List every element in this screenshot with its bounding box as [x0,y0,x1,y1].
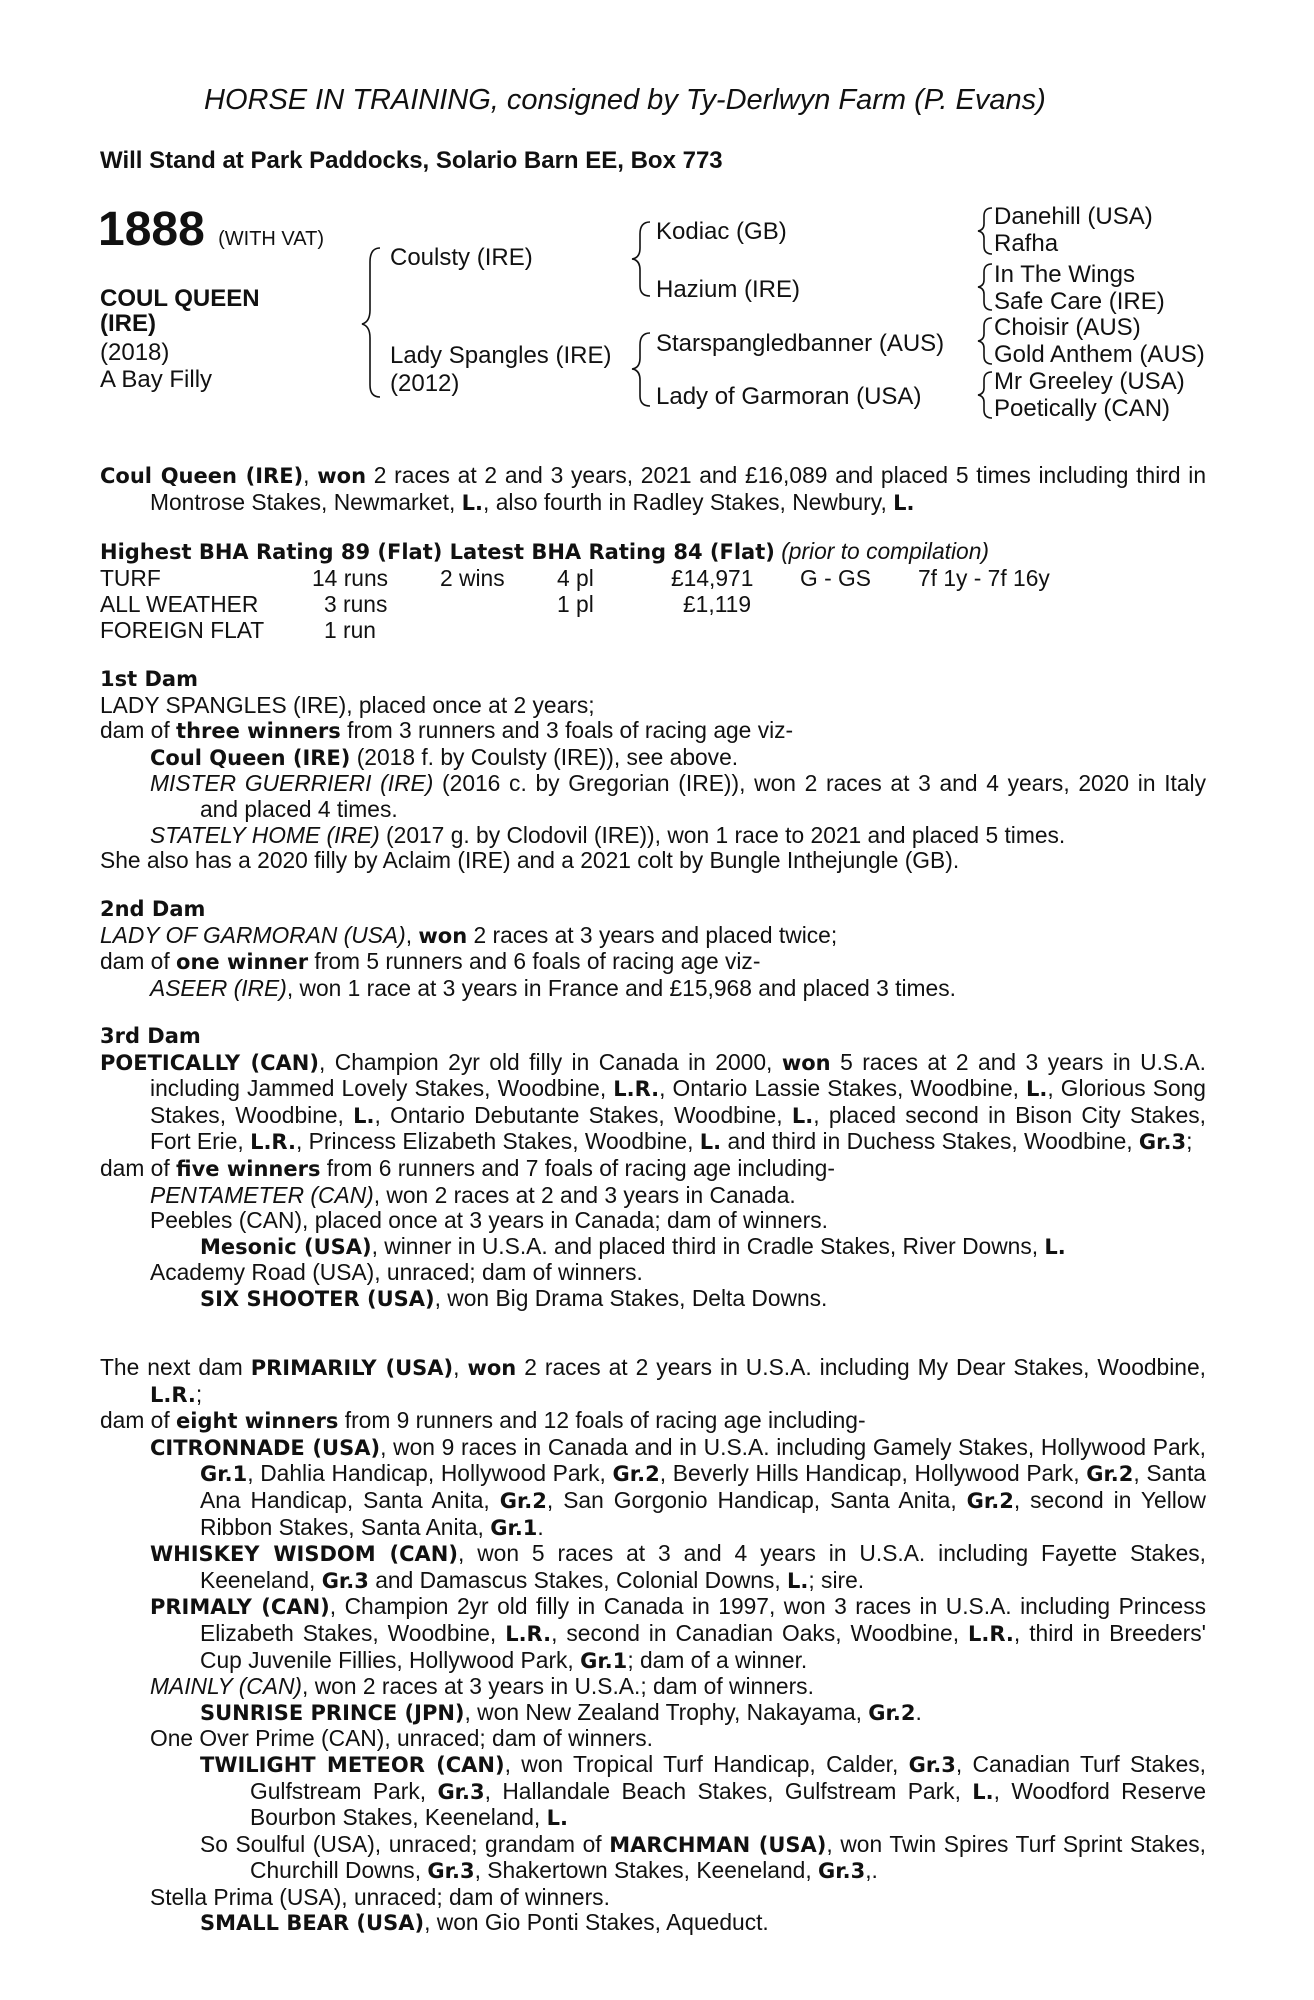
pedigree-sire: Coulsty (IRE) [390,244,533,271]
record-surface: TURF [100,564,161,591]
second-dam-section [100,897,1206,1001]
ratings-section [100,539,1206,644]
next-dam-section [100,1355,1206,1937]
summary-name: Coul Queen (IRE) [100,464,304,488]
record-wins: 2 wins [440,564,505,591]
record-distance: 7f 1y - 7f 16y [918,564,1050,591]
record-row [100,566,1206,592]
third-dam-heading: 3rd Dam [100,1024,201,1048]
first-dam-line: LADY SPANGLES (IRE), placed once at 2 years; [100,691,595,718]
first-dam-section [100,667,1206,874]
summary-l1: L. [461,490,484,515]
record-earnings: £14,971 [671,564,754,591]
summary-text1: 2 races at 2 and 3 years, 2021 and £16,089 and placed 5 times including third in Montrose Stakes, Newmarket, [150,462,1206,515]
horse-name-line1: COUL QUEEN [100,285,260,312]
pedigree-sire-sire: Kodiac (GB) [656,218,787,245]
race-summary: Coul Queen (IRE), won 2 races at 2 and 3 years, 2021 and £16,089 and placed 5 times including third in Montrose Stakes, Newmarket, L., also fourth in Radley Stakes, Newbury, L. [100,462,1206,515]
third-dam-produce: dam of five winners from 6 runners and 7 foals of racing age including- [100,1154,835,1181]
bracket-dd [978,372,992,418]
bracket-sire [632,222,650,296]
pedigree-dss: Choisir (AUS) [994,314,1141,341]
record-earnings: £1,119 [683,590,752,617]
third-dam-section [100,1024,1206,1313]
first-dam-produce: dam of three winners from 3 runners and 3 foals of racing age viz- [100,717,794,744]
next-dam-grandfoal: SMALL BEAR (USA), won Gio Ponti Stakes, Aqueduct. [200,1909,769,1936]
next-dam-foal: PRIMALY (CAN), Champion 2yr old filly in Canada in 1997, won 3 races in U.S.A. including Princess Elizabeth Stakes, Woodbine, L.R., second in Canadian Oaks, Woodbine, L.R., third in Breeders' Cup Juvenile Fillies, Hollywood Park, Gr.1; dam of a winner. [150,1593,1207,1673]
lot-number-value: 1888 [98,203,205,256]
bracket-ds [978,318,992,364]
second-dam-foal: ASEER (IRE), won 1 race at 3 years in France and £15,968 and placed 3 times. [150,974,956,1001]
second-dam-line: LADY OF GARMORAN (USA), won 2 races at 3 years and placed twice; [100,921,838,948]
third-dam-grandfoal: Mesonic (USA), winner in U.S.A. and placed third in Cradle Stakes, River Downs, L. [200,1232,1066,1259]
pedigree-ssd: Rafha [994,230,1059,257]
summary-text2: , also fourth in Radley Stakes, Newbury, [483,488,894,515]
pedigree-dam: Lady Spangles (IRE) [390,342,612,369]
next-dam-foal: MAINLY (CAN), won 2 races at 3 years in U.S.A.; dam of winners. [150,1673,814,1700]
next-dam-foal: Stella Prima (USA), unraced; dam of winners. [150,1883,610,1910]
third-dam-foal: PENTAMETER (CAN), won 2 races at 2 and 3 years in Canada. [150,1181,796,1208]
next-dam-grandfoal: So Soulful (USA), unraced; grandam of MARCHMAN (USA), won Twin Spires Turf Sprint Stakes, Churchill Downs, Gr.3, Shakertown Stakes, Keeneland, Gr.3,. [200,1830,1206,1884]
record-surface: ALL WEATHER [100,590,259,617]
record-placed: 1 pl [557,590,594,617]
pedigree-dsd: Gold Anthem (AUS) [994,341,1205,368]
record-row [100,592,1206,618]
bracket-sire-dam [362,248,380,397]
record-runs: 1 run [324,616,376,643]
second-dam-heading: 2nd Dam [100,897,206,921]
consignment-header: HORSE IN TRAINING, consigned by Ty-Derlwyn Farm (P. Evans) [204,84,1046,116]
pedigree-dam-sire: Starspangledbanner (AUS) [656,330,945,357]
second-dam-produce: dam of one winner from 5 runners and 6 foals of racing age viz- [100,948,761,975]
next-dam-record: The next dam PRIMARILY (USA), won 2 races at 2 years in U.S.A. including My Dear Stakes, Woodbine, L.R.; [100,1354,1206,1407]
stand-location: Will Stand at Park Paddocks, Solario Barn EE, Box 773 [100,147,723,174]
record-runs: 14 runs [312,564,389,591]
rating-note: (prior to compilation) [781,538,989,564]
next-dam-produce: dam of eight winners from 9 runners and 12 foals of racing age including- [100,1407,866,1434]
record-placed: 4 pl [557,564,594,591]
third-dam-record: POETICALLY (CAN), Champion 2yr old filly in Canada in 2000, won 5 races at 2 and 3 years in U.S.A. including Jammed Lovely Stakes, Woodbine, L.R., Ontario Lassie Stakes, Woodbine, L., Glorious Song Stakes, Woodbine, L., Ontario Debutante Stakes, Woodbine, L., placed second in Bison City Stakes, Fort Erie, L.R., Princess Elizabeth Stakes, Woodbine, L. and third in Duchess Stakes, Woodbine, Gr.3; [100,1048,1206,1155]
pedigree-ddd: Poetically (CAN) [994,395,1171,422]
next-dam-grandfoal: TWILIGHT METEOR (CAN), won Tropical Turf Handicap, Calder, Gr.3, Canadian Turf Stakes, Gulfstream Park, Gr.3, Hallandale Beach Stakes, Gulfstream Park, L., Woodford Reserve Bourbon Stakes, Keeneland, L. [200,1750,1207,1831]
pedigree-sdd: Safe Care (IRE) [994,288,1165,315]
summary-l2: L. [893,490,915,515]
bracket-sd [978,264,992,310]
pedigree-dam-year: (2012) [390,370,460,397]
pedigree-dds: Mr Greeley (USA) [994,368,1185,395]
pedigree-sds: In The Wings [994,261,1135,288]
next-dam-foal: One Over Prime (CAN), unraced; dam of winners. [150,1725,653,1752]
next-dam-foal: WHISKEY WISDOM (CAN), won 5 races at 3 and 4 years in U.S.A. including Fayette Stakes, Keeneland, Gr.3 and Damascus Stakes, Colonial Downs, L.; sire. [150,1540,1206,1593]
horse-year: (2018) [100,339,170,366]
record-going: G - GS [800,564,871,591]
horse-description: A Bay Filly [100,365,213,393]
third-dam-grandfoal: SIX SHOOTER (USA), won Big Drama Stakes, Delta Downs. [200,1284,828,1311]
bracket-ss [978,208,992,254]
summary-won: won [317,464,367,488]
pedigree-sire-dam: Hazium (IRE) [656,276,801,303]
first-dam-winners: three winners [176,719,341,744]
first-dam-also: She also has a 2020 filly by Aclaim (IRE) and a 2021 colt by Bungle Inthejungle (GB). [100,847,960,874]
third-dam-foal: Academy Road (USA), unraced; dam of winners. [150,1259,643,1286]
record-row [100,618,1206,644]
first-dam-foal: Coul Queen (IRE) (2018 f. by Coulsty (IRE)), see above. [150,743,739,770]
pedigree-dam-dam: Lady of Garmoran (USA) [656,383,922,410]
bracket-dam [632,333,650,406]
first-dam-foal: MISTER GUERRIERI (IRE) (2016 c. by Gregorian (IRE)), won 2 races at 3 and 4 years, 2020 in Italy and placed 4 times. [150,770,1207,822]
first-dam-heading: 1st Dam [100,667,198,691]
rating-text: Highest BHA Rating 89 (Flat) Latest BHA Rating 84 (Flat) [100,540,775,564]
third-dam-foal: Peebles (CAN), placed once at 3 years in Canada; dam of winners. [150,1207,828,1234]
vat-note: (WITH VAT) [218,228,325,250]
next-dam-foal: CITRONNADE (USA), won 9 races in Canada and in U.S.A. including Gamely Stakes, Hollywood Park, Gr.1, Dahlia Handicap, Hollywood Park, Gr.2, Beverly Hills Handicap, Hollywood Park, Gr.2, Santa Ana Handicap, Santa Anita, Gr.2, San Gorgonio Handicap, Santa Anita, Gr.2, second in Yellow Ribbon Stakes, Santa Anita, Gr.1. [150,1433,1206,1540]
pedigree-sss: Danehill (USA) [994,203,1153,230]
record-surface: FOREIGN FLAT [100,616,265,643]
record-runs: 3 runs [324,590,388,617]
next-dam-grandfoal: SUNRISE PRINCE (JPN), won New Zealand Trophy, Nakayama, Gr.2. [200,1698,922,1725]
horse-name-line2: (IRE) [100,310,156,338]
first-dam-foal: STATELY HOME (IRE) (2017 g. by Clodovil (IRE)), won 1 race to 2021 and placed 5 times. [150,821,1066,848]
